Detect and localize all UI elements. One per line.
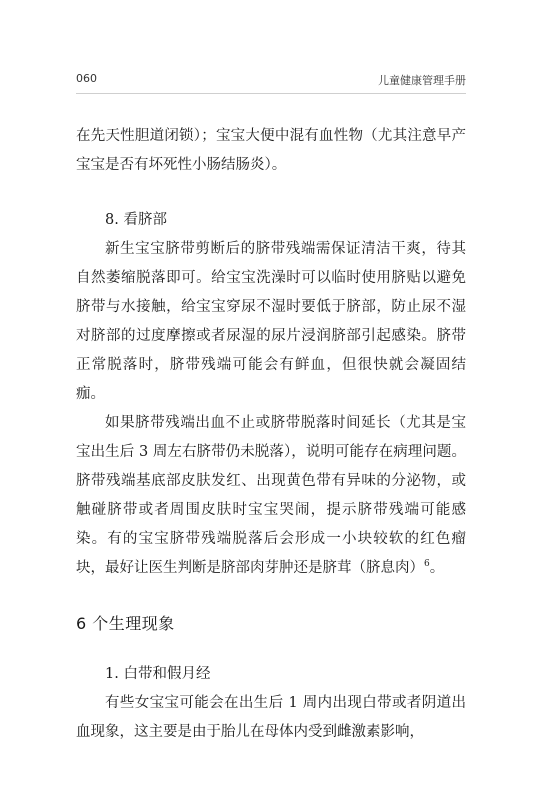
page-number: 060	[76, 72, 97, 85]
spacer	[76, 638, 466, 660]
continuation-paragraph: 在先天性胆道闭锁）；宝宝大便中混有血性物（尤其注意早产宝宝是否有坏死性小肠结肠炎）。	[76, 128, 466, 173]
book-title: 儿童健康管理手册	[378, 74, 466, 87]
paragraph-umbilical-problems-text: 如果脐带残端出血不止或脐带脱落时间延长（尤其是宝宝出生后 3 周左右脐带仍未脱落），说明可能存在病理问题。脐带残端基底部皮肤发红、出现黄色带有异味的分泌物，或触碰脐带或者周围皮肤时宝宝哭闹，提示脐带残端可能感染。有的宝宝脐带残端脱落后会形成一小块较软的红色瘤块，最好让医生判断是脐部肉芽肿还是脐茸（脐息肉）	[76, 415, 466, 576]
spacer	[76, 180, 466, 206]
running-header	[76, 72, 466, 88]
subsection-heading-leukorrhea: 1. 白带和假月经	[105, 666, 211, 682]
footnote-reference[interactable]: 6	[424, 559, 430, 570]
paragraph-umbilical-problems	[76, 409, 466, 583]
paragraph-end-punctuation: 。	[429, 560, 445, 576]
spacer	[76, 583, 466, 609]
section-heading-physiological: 6 个生理现象	[76, 614, 175, 633]
paragraph-umbilical-care: 新生宝宝脐带剪断后的脐带残端需保证清洁干爽，待其自然萎缩脱落即可。给宝宝洗澡时可以临时使用脐贴以避免脐带与水接触，给宝宝穿尿不湿时要低于脐部，防止尿不湿对脐部的过度摩擦或者尿湿的尿片浸润脐部引起感染。脐带正常脱落时，脐带残端可能会有鲜血，但很快就会凝固结痂。	[76, 241, 466, 402]
header-rule	[76, 93, 466, 94]
paragraph-leukorrhea: 有些女宝宝可能会在出生后 1 周内出现白带或者阴道出血现象，这主要是由于胎儿在母体内受到雌激素影响，	[76, 695, 466, 740]
body-text	[76, 122, 466, 747]
subsection-heading-umbilical: 8. 看脐部	[105, 212, 167, 228]
